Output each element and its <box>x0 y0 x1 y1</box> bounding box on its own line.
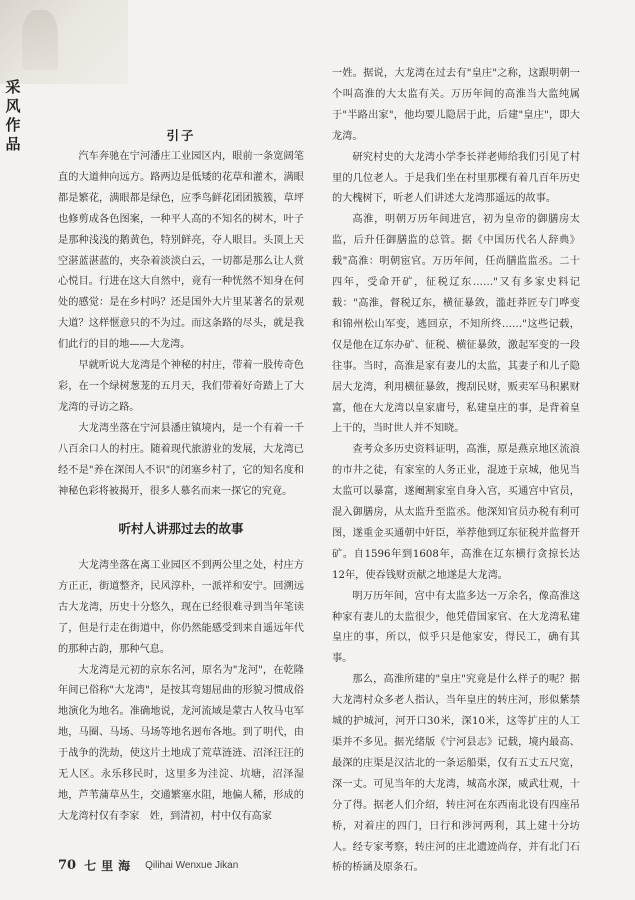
decorative-photo <box>0 0 128 84</box>
story-heading: 听村人讲那过去的故事 <box>118 521 244 536</box>
intro-paragraph: 大龙湾坐落在宁河县潘庄镇境内，是一个有着一千八百余口人的村庄。随着现代旅游业的发展，大龙湾已经不是"养在深闺人不识"的闭塞乡村了，它的知名度和神秘色彩将被揭开，很多人慕名而来一探它的究竟。 <box>58 422 304 497</box>
story-paragraph: 大龙湾坐落在离工业园区不到两公里之处，村庄方方正正，街道整齐，民风淳朴，一派祥和安宁。回溯远古大龙湾，历史十分悠久，现在已经很难寻到当年笔读了，但是行走在街道中，你仍然能感受到来自遥远年代的那种古韵，那种气息。 <box>58 560 304 655</box>
story-paragraph: 一姓。据说，大龙湾在过去有"皇庄"之称，这跟明朝一个叫高淮的大太监有关。万历年间的高淮当大监纯属于"半路出家"，他均要儿隐居于此，后建"皇庄"，即大龙湾。 <box>332 68 580 142</box>
section-label: 采风作品 <box>5 78 21 153</box>
intro-column <box>58 147 304 502</box>
story-right-column <box>332 64 580 879</box>
intro-paragraph: 汽车奔驰在宁河潘庄工业园区内，眼前一条宽阔笔直的大道伸向远方。路两边是低矮的花草和灌木，满眼都是繁花，满眼都是绿色，应季鸟鲜花团团簇簇，草坪也修剪成各色图案，一种平人高的不知名的树木，叶子是那种浅浅的鹅黄色，特别鲜亮，夺人眼目。头顶上天空湛蓝湛蓝的，夹杂着淡淡白云，一切都是那么让人赏心悦目。行进在这大自然中，竟有一种恍然不知身在何处的感觉：是在乡村吗？还是国外大片里某著名的景观大道？这样惬意只的不为过。而这条路的尽头，就是我们此行的目的地——大龙湾。 <box>58 151 304 351</box>
story-paragraph: 明万历年间，宫中有太监多达一万余名，像高淮这种家有妻儿的太监很少，他凭借国家官、在大龙湾私建皇庄的事，所以，似乎只是他家安，得民工，确有其事。 <box>332 590 580 665</box>
story-paragraph: 查考众多历史资料证明，高淮，原是燕京地区流浪的市井之徒，有家室的人务正业，混迹于京城，他见当太监可以暴富，遂阉割家室自身入宫，买通宫中官员，混入御膳房，从太监升至监丞。他深知官员办税有利可图，遂重金买通朝中奸臣，举荐他到辽东征税并监督开矿。自1596年到1608年，高淮在辽东横行贪掠长达12年，使吞钱财贡献之地遂是大龙湾。 <box>332 444 580 581</box>
story-paragraph: 高淮，明朝万历年间进宫，初为皇帝的御膳房太监，后升任御膳监的总管。据《中国历代名人辞典》载"高淮：明朝宦官。万历年间，任尚膳监监丞。二十四年，受命开矿，征税辽东……"又有多家史料记载："高淮，督税辽东，横征暴敛，滥赶莽匠专门哗变和锦州松山军变，逃回京，不知所终……"这些记载，仅是他在辽东办矿、征税、横征暴敛，激起军变的一段往事。当时，高淮是家有妻儿的太监，其妻子和儿子隐居大龙湾，利用横征暴敛，搜刮民财，贩卖军马积累财富，他在大龙湾以皇家庸号，私建皇庄的事，是背着皇上干的，当时世人并不知晓。 <box>332 214 580 435</box>
intro-heading: 引子 <box>166 128 196 143</box>
story-left-column <box>58 556 304 828</box>
magazine-name: 七里海 <box>84 858 136 873</box>
page-number: 70 <box>58 857 77 873</box>
story-paragraph: 研究村史的大龙湾小学李长祥老师给我们引见了村里的几位老人。于是我们坐在村里那棵有着几百年历史的大槐树下，听老人们讲述大龙湾那遥远的故事。 <box>332 151 580 205</box>
intro-paragraph: 早就听说大龙湾是个神秘的村庄，带着一股传奇色彩，在一个绿树葱茏的五月天，我们带着好奇踏上了大龙湾的寻访之路。 <box>58 360 304 413</box>
story-paragraph: 那么，高淮所建的"皇庄"究竟是什么样子的呢？据大龙湾村众多老人指认，当年皇庄的转庄河，形似紫禁城的护城河，河开口30米，深10米，这等扩庄的人工渠并不多见。据光绪版《宁河县志》记载，境内最高、最深的庄渠是汉沽北的一条运船渠，仅有五丈五尺宽，深一丈。可见当年的大龙湾，城高水深，威武壮观，十分了得。据老人们介绍，转庄河在东西南北设有四座吊桥，对着庄的四门，日行和涉河两利，其上建十分坊人。经专家考察，转庄河的庄北遗迹尚存，并有北门石桥的桥涵及原条石。 <box>332 674 580 874</box>
page-footer <box>58 856 298 874</box>
story-paragraph: 大龙湾是元初的京东名河，原名为"龙河"，在乾隆年间已俗称"大龙湾"，是按其弯翅屈曲的形貌习惯成俗地演化为地名。准确地说，龙河流域是蒙古人牧马屯军地，马圈、马场、马场等地名迥布各地。到了明代，由于战争的洗劫，使这片土地成了荒草涟涟、沼泽汪汪的无人区。永乐移民时，这里多为洼淀、坑塘，沼泽湿地，芦苇蒲草丛生，交通繁塞水阻，地偏人稀，形成的大龙湾村仅有李家 姓，到清初，村中仅有高家 <box>58 664 304 822</box>
magazine-pinyin: Qilihai Wenxue Jikan <box>145 859 239 871</box>
